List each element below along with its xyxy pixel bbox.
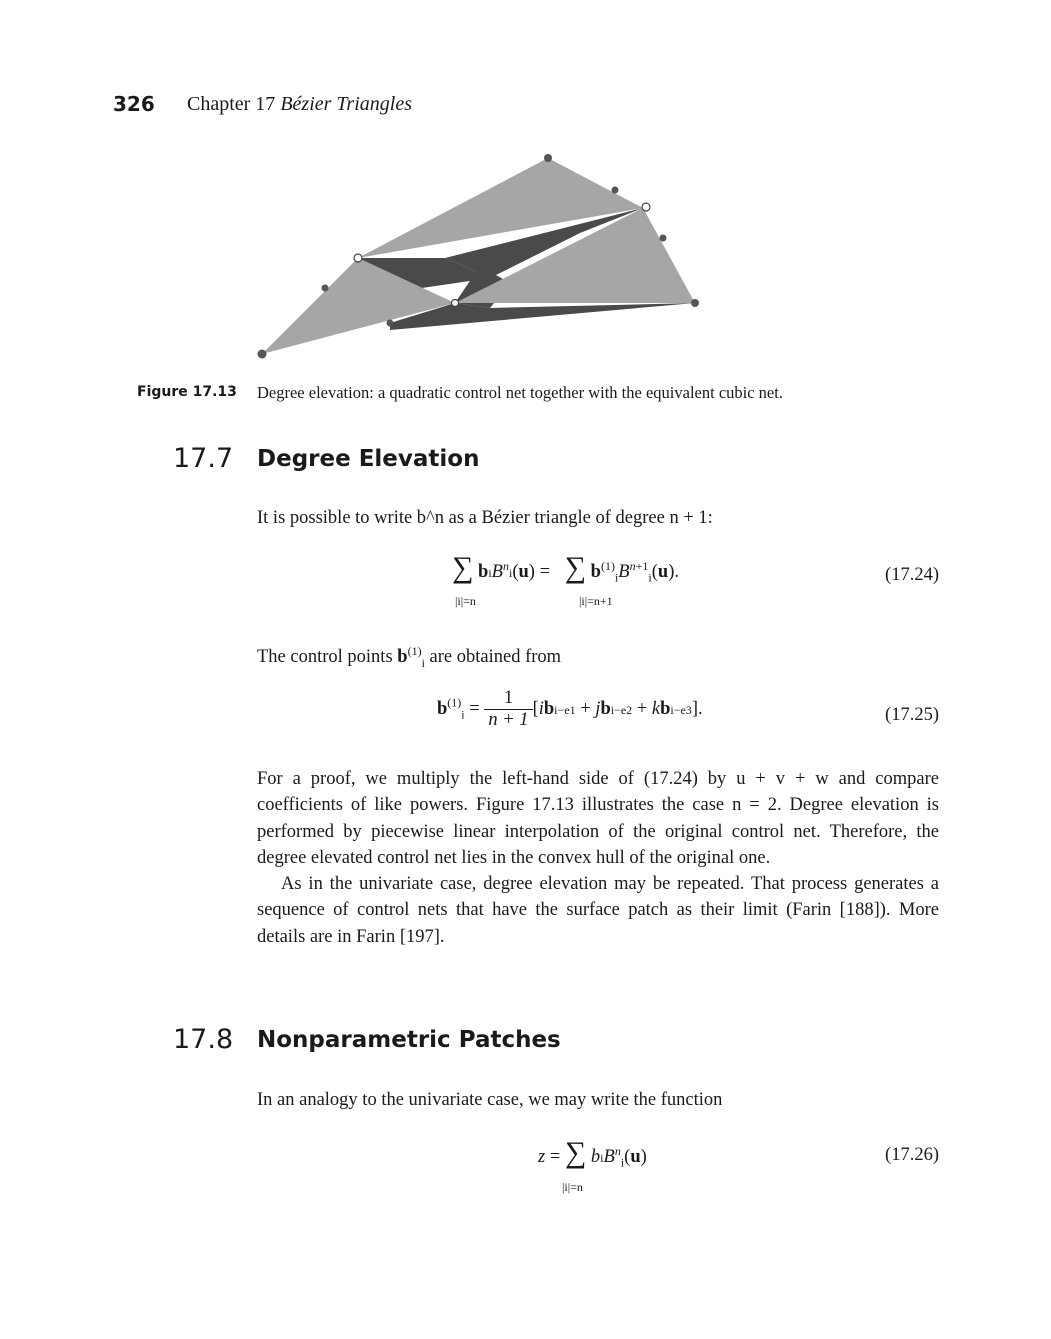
running-header	[187, 93, 412, 116]
control-point	[387, 320, 394, 327]
repeat-paragraph: As in the univariate case, degree elevation may be repeated. That process generates a sequence of control nets that have the surface patch as their limit (Farin [188]). More details are in Farin [197].	[257, 874, 939, 947]
equation-17-26: z = ∑ biB$^n_i$(u)	[538, 1136, 647, 1170]
figure-label: Figure 17.13	[137, 384, 237, 400]
section-title: Degree Elevation	[257, 446, 480, 472]
section-intro	[257, 505, 939, 531]
control-point	[322, 285, 329, 292]
section-number: 17.8	[173, 1024, 234, 1055]
control-point	[660, 235, 667, 242]
proof-paragraphs	[257, 766, 939, 950]
equation-number: (17.26)	[885, 1145, 939, 1165]
sum-index-left: |i|=n	[455, 594, 476, 608]
figure-caption: Degree elevation: a quadratic control net together with the equivalent cubic net.	[257, 383, 783, 402]
control-point-open	[354, 254, 362, 262]
page-number: 326	[113, 92, 155, 116]
equation-17-24: ∑ biB$^n$i(u) = ∑ $b^{(1)}_iB^{n+1}_i(u)$.	[452, 551, 679, 585]
section-number: 17.7	[173, 443, 234, 474]
chapter-label: Chapter 17	[187, 93, 276, 115]
control-point-open	[642, 203, 650, 211]
figure-17-13-illustration	[250, 148, 710, 366]
fraction-numerator: 1	[484, 688, 532, 710]
proof-paragraph: For a proof, we multiply the left-hand side of (17.24) by u + v + w and compare coefficients of like powers. Figure 17.13 illustrates the case n = 2. Degree elevation is performed by piecewise linear interpolation of the original control net. Therefore, the degree elevated control net lies in the convex hull of the original one.	[257, 769, 939, 868]
equation-17-25: $b^{(1)}_i$ = $\frac{1}{n + 1}$ [ibi−e1 + jbi−e2 + kbi−e3].	[437, 688, 703, 730]
control-point	[612, 187, 619, 194]
chapter-title: Bézier Triangles	[280, 93, 412, 115]
intro-text: It is possible to write b^n as a Bézier triangle of degree n + 1:	[257, 508, 713, 528]
equation-number: (17.24)	[885, 565, 939, 585]
control-points-text-b: are obtained from	[429, 647, 562, 668]
control-points-sentence: The control points $b^{(1)}_i$ are obtained from	[257, 644, 562, 670]
control-point	[691, 299, 699, 307]
fraction-denominator: n + 1	[488, 710, 529, 730]
intro-text: In an analogy to the univariate case, we may write the function	[257, 1090, 723, 1110]
sum-index-right: |i|=n+1	[579, 594, 613, 608]
control-points-text-a: The control points	[257, 647, 393, 668]
section-title: Nonparametric Patches	[257, 1027, 561, 1053]
control-point-open	[452, 300, 459, 307]
control-point	[258, 350, 267, 359]
section-intro	[257, 1087, 939, 1113]
equation-number: (17.25)	[885, 705, 939, 725]
sum-index: |i|=n	[562, 1180, 583, 1194]
control-point	[544, 154, 552, 162]
